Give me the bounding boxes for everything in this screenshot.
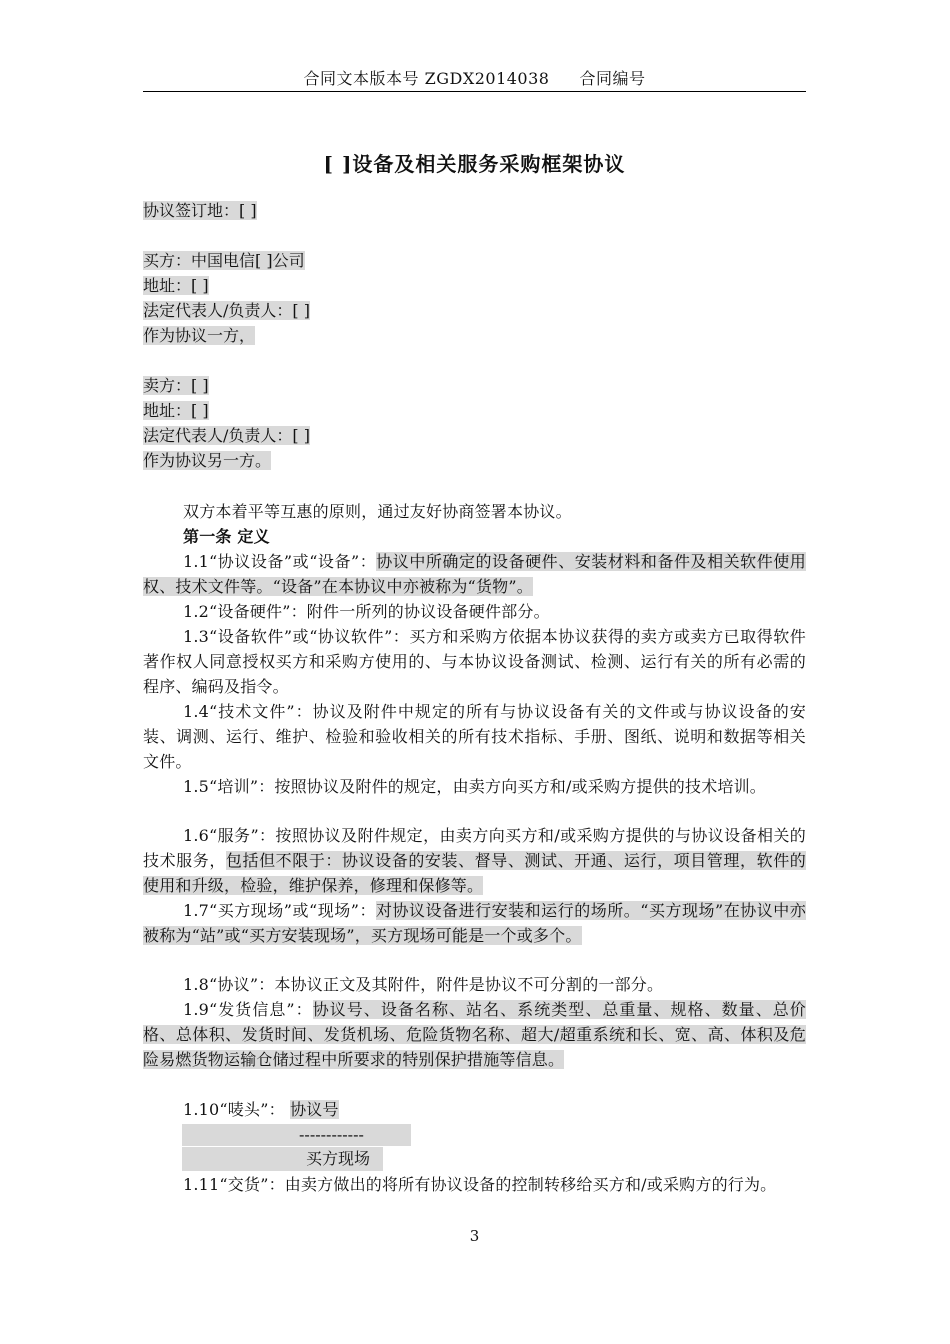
buyer-role (143, 324, 255, 348)
definition-1-4: 1.4“技术文件”：协议及附件中规定的所有与协议设备有关的文件或与协议设备的安装、调测、运行、维护、检验和验收相关的所有技术指标、手册、图纸、说明和数据等相关文件。 (143, 702, 806, 771)
definition-1-1 (143, 549, 806, 599)
definition-1-6 (143, 823, 806, 898)
definition-1-1-term: 1.1“协议设备”或“设备”： (183, 552, 377, 571)
definition-1-2: 1.2“设备硬件”：附件一所列的协议设备硬件部分。 (183, 602, 550, 621)
definition-1-5: 1.5“培训”：按照协议及附件的规定，由卖方向买方和/或采购方提供的技术培训。 (183, 777, 766, 796)
header-version-label: 合同文本版本号 ZGDX2014038 (303, 69, 550, 88)
definition-1-6-text: 1.6“服务”：按照协议及附件规定，由卖方向买方和/或采购方提供的与协议设备相关的技术服务， (143, 826, 806, 870)
seller-address (143, 399, 209, 423)
buyer-name (143, 249, 305, 273)
definition-1-8: 1.8“协议”：本协议正文及其附件，附件是协议不可分割的一部分。 (183, 975, 664, 994)
page-header (143, 66, 806, 89)
definition-1-11: 1.11“交货”：由卖方做出的将所有协议设备的控制转移给买方和/或采购方的行为。 (183, 1175, 777, 1194)
seller-address-text: 地址：[ ] (143, 401, 209, 420)
shipping-mark-dashes: ------------ (299, 1125, 364, 1144)
definition-1-9-text: 协议号、设备名称、站名、系统类型、总重量、规格、数量、总价格、总体积、发货时间、发货机场、危险货物名称、超大/超重系统和长、宽、高、体积及危险易燃货物运输仓储过程中所要求的特别保护措施等信息。 (143, 1000, 806, 1069)
buyer-name-text: 买方：中国电信[ ]公司 (143, 251, 305, 270)
definition-1-10 (143, 1097, 806, 1122)
header-contract-no-label: 合同编号 (579, 69, 646, 88)
seller-role (143, 449, 271, 473)
buyer-address (143, 274, 209, 298)
buyer-legal-rep (143, 299, 310, 323)
shipping-mark-contract-no: 协议号 (290, 1100, 339, 1119)
definition-1-3: 1.3“设备软件”或“协议软件”：买方和采购方依据本协议获得的卖方或卖方已取得软件著作权人同意授权买方和采购方使用的、与本协议设备测试、检测、运行有关的所有必需的程序、编码及指令。 (143, 627, 806, 696)
buyer-role-text: 作为协议一方， (143, 326, 256, 345)
definition-1-7-term: 1.7“买方现场”或“现场”： (183, 901, 376, 920)
seller-role-text: 作为协议另一方。 (143, 451, 272, 470)
document-title: [ ]设备及相关服务采购框架协议 (323, 152, 626, 176)
intro-paragraph: 双方本着平等互惠的原则，通过友好协商签署本协议。 (183, 502, 572, 521)
buyer-legal-rep-text: 法定代表人/负责人：[ ] (143, 301, 310, 320)
definition-1-7-text: 对协议设备进行安装和运行的场所。“买方现场”在协议中亦被称为“站”或“买方安装现场”，买方现场可能是一个或多个。 (143, 901, 806, 945)
article-1-title: 第一条 定义 (183, 527, 270, 546)
signing-place-text: 协议签订地：[ ] (143, 201, 257, 220)
definition-1-10-term: 1.10“唛头”： (183, 1100, 285, 1119)
seller-legal-rep (143, 424, 310, 448)
definition-1-6-scope: 包括但不限于：协议设备的安装、督导、测试、开通、运行，项目管理，软件的使用和升级，检验，维护保养，修理和保修等。 (143, 851, 806, 895)
definition-1-9-term: 1.9“发货信息”： (183, 1000, 313, 1019)
definition-1-7 (143, 898, 806, 948)
signing-place (143, 199, 257, 223)
definition-1-9 (143, 997, 806, 1072)
shipping-mark-site-text: 买方现场 (306, 1149, 371, 1168)
seller-name (143, 374, 209, 398)
seller-legal-rep-text: 法定代表人/负责人：[ ] (143, 426, 310, 445)
page-number: 3 (469, 1227, 480, 1245)
header-rule (143, 91, 806, 92)
definition-1-1-text: 协议中所确定的设备硬件、安装材料和备件及相关软件使用权、技术文件等。“设备”在本协议中亦被称为“货物”。 (143, 552, 806, 596)
buyer-address-text: 地址：[ ] (143, 276, 209, 295)
shipping-mark-site (182, 1147, 383, 1171)
shipping-mark-divider (182, 1124, 411, 1146)
seller-name-text: 卖方：[ ] (143, 376, 209, 395)
